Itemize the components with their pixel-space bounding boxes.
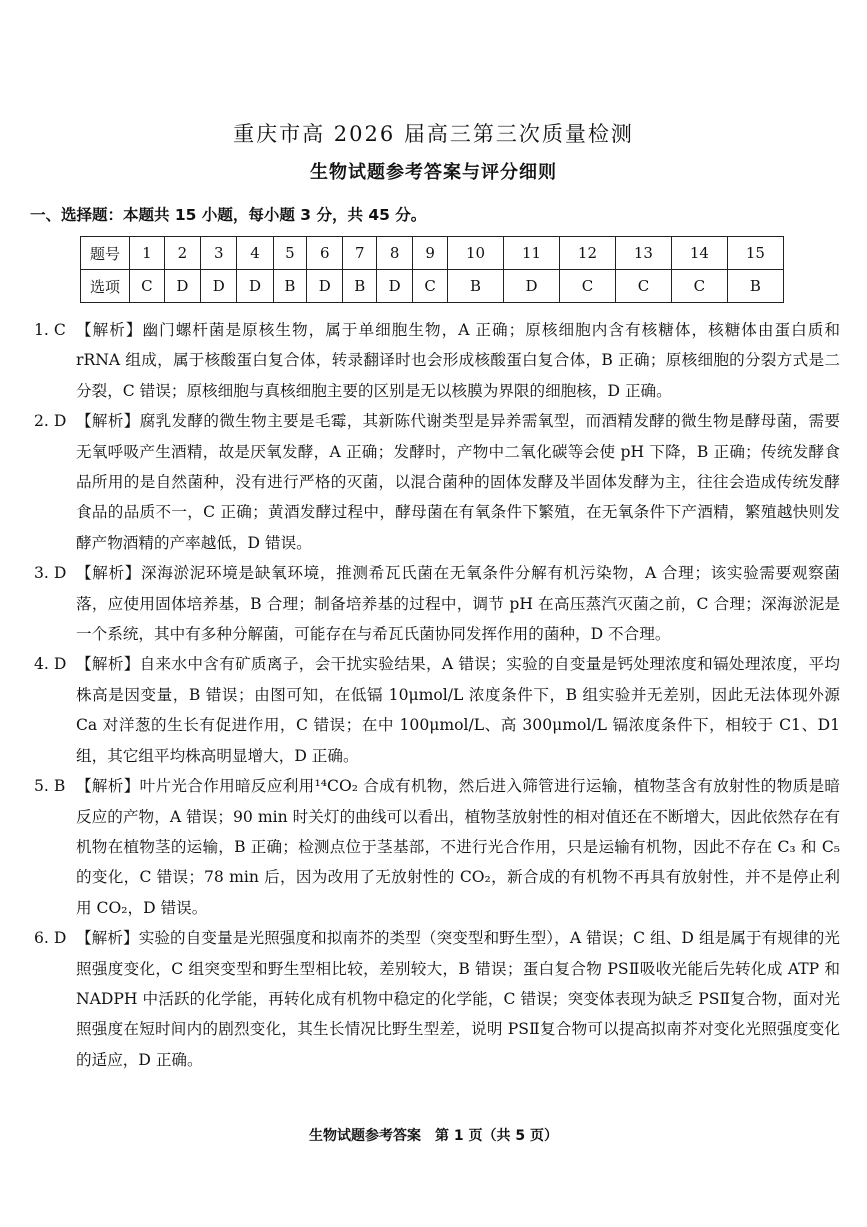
explanation-item: [34, 923, 840, 1075]
answer-cell: C: [671, 270, 727, 303]
answer-table-answer-row: [81, 270, 784, 303]
explanation-item: [34, 558, 840, 649]
answer-cell: C: [413, 270, 448, 303]
document-title: 重庆市高 2026 届高三第三次质量检测: [233, 122, 634, 146]
answer-cell: D: [504, 270, 560, 303]
answer-cell: C: [615, 270, 671, 303]
section-heading: 一、选择题：本题共 15 小题，每小题 3 分，共 45 分。: [30, 206, 427, 224]
question-number-cell: 13: [615, 237, 671, 270]
question-number-cell: 9: [413, 237, 448, 270]
page-footer: 生物试题参考答案 第 1 页（共 5 页）: [309, 1128, 558, 1144]
answer-cell: D: [164, 270, 200, 303]
question-number-cell: 12: [559, 237, 615, 270]
explanation-number: 6. D: [34, 929, 67, 948]
explanation-number: 5. B: [34, 777, 66, 796]
answer-cell: B: [343, 270, 377, 303]
explanation-text: 【解析】叶片光合作用暗反应利用¹⁴CO₂ 合成有机物，然后进入筛管进行运输，植物茎含有放射性的物质是暗反应的产物，A 错误；90 min 时关灯的曲线可以看出，植物茎放射性的相对值还在不断增大，因此依然存在有机物在植物茎的运输，B 正确；检测点位于茎基部，不进行光合作用，只是运输有机物，因此不存在 C₃ 和 C₅ 的变化，C 错误；78 min 后，因为改用了无放射性的 CO₂，新合成的有机物不再具有放射性，并不是停止利用 CO₂，D 错误。: [76, 777, 840, 917]
answer-cell: B: [448, 270, 504, 303]
answer-cell: D: [201, 270, 237, 303]
explanation-number: 1. C: [34, 321, 66, 339]
document-subtitle: 生物试题参考答案与评分细则: [310, 162, 557, 183]
explanation-number: 2. D: [34, 412, 67, 431]
row-label-answer: 选项: [81, 270, 130, 303]
question-number-cell: 2: [164, 237, 200, 270]
explanation-list: [34, 315, 840, 1075]
question-number-cell: 5: [273, 237, 307, 270]
answer-cell: C: [130, 270, 165, 303]
question-number-cell: 14: [671, 237, 727, 270]
answer-cell: D: [237, 270, 273, 303]
explanation-text: 【解析】自来水中含有矿质离子，会干扰实验结果，A 错误；实验的自变量是钙处理浓度和镉处理浓度，平均株高是因变量，B 错误；由图可知，在低镉 10μmol/L 浓度条件下，B 组实验并无差别，因此无法体现外源 Ca 对洋葱的生长有促进作用，C 错误；在中 100μmol/L、高 300μmol/L 镉浓度条件下，相较于 C1、D1 组，其它组平均株高明显增大，D 正确。: [76, 655, 840, 765]
answer-cell: C: [559, 270, 615, 303]
question-number-cell: 7: [343, 237, 377, 270]
answer-cell: D: [376, 270, 412, 303]
question-number-cell: 3: [201, 237, 237, 270]
question-number-cell: 15: [727, 237, 783, 270]
explanation-item: [34, 649, 840, 771]
explanation-number: 4. D: [34, 655, 67, 674]
answer-cell: D: [307, 270, 343, 303]
question-number-cell: 4: [237, 237, 273, 270]
answer-table: [80, 236, 784, 303]
answer-cell: B: [273, 270, 307, 303]
explanation-text: 【解析】幽门螺杆菌是原核生物，属于单细胞生物，A 正确；原核细胞内含有核糖体，核糖体由蛋白质和 rRNA 组成，属于核酸蛋白复合体，转录翻译时也会形成核酸蛋白复合体，B 正确；原核细胞的分裂方式是二分裂，C 错误；原核细胞与真核细胞主要的区别是无以核膜为界限的细胞核，D 正确。: [76, 321, 840, 400]
answer-cell: B: [727, 270, 783, 303]
explanation-text: 【解析】深海淤泥环境是缺氧环境，推测希瓦氏菌在无氧条件分解有机污染物，A 合理；该实验需要观察菌落，应使用固体培养基，B 合理；制备培养基的过程中，调节 pH 在高压蒸汽灭菌之前，C 合理；深海淤泥是一个系统，其中有多种分解菌，可能存在与希瓦氏菌协同发挥作用的菌种，D 不合理。: [76, 564, 840, 644]
explanation-item: [34, 771, 840, 923]
row-label-number: 题号: [81, 237, 130, 270]
explanation-number: 3. D: [34, 564, 67, 583]
explanation-text: 【解析】实验的自变量是光照强度和拟南芥的类型（突变型和野生型），A 错误；C 组、D 组是属于有规律的光照强度变化，C 组突变型和野生型相比较，差别较大，B 错误；蛋白复合物 PSⅡ吸收光能后先转化成 ATP 和 NADPH 中活跃的化学能，再转化成有机物中稳定的化学能，C 错误；突变体表现为缺乏 PSⅡ复合物，面对光照强度在短时间内的剧烈变化，其生长情况比野生型差，说明 PSⅡ复合物可以提高拟南芥对变化光照强度变化的适应，D 正确。: [76, 929, 840, 1069]
explanation-item: [34, 406, 840, 558]
question-number-cell: 11: [504, 237, 560, 270]
question-number-cell: 1: [130, 237, 165, 270]
answer-table-number-row: [81, 237, 784, 270]
explanation-item: [34, 315, 840, 406]
question-number-cell: 10: [448, 237, 504, 270]
explanation-text: 【解析】腐乳发酵的微生物主要是毛霉，其新陈代谢类型是异养需氧型，而酒精发酵的微生物是酵母菌，需要无氧呼吸产生酒精，故是厌氧发酵，A 正确；发酵时，产物中二氧化碳等会使 pH 下降，B 正确；传统发酵食品所用的是自然菌种，没有进行严格的灭菌，以混合菌种的固体发酵及半固体发酵为主，往往会造成传统发酵食品的品质不一，C 正确；黄酒发酵过程中，酵母菌在有氧条件下繁殖，在无氧条件下产酒精，繁殖越快则发酵产物酒精的产率越低，D 错误。: [76, 412, 840, 552]
question-number-cell: 8: [376, 237, 412, 270]
question-number-cell: 6: [307, 237, 343, 270]
